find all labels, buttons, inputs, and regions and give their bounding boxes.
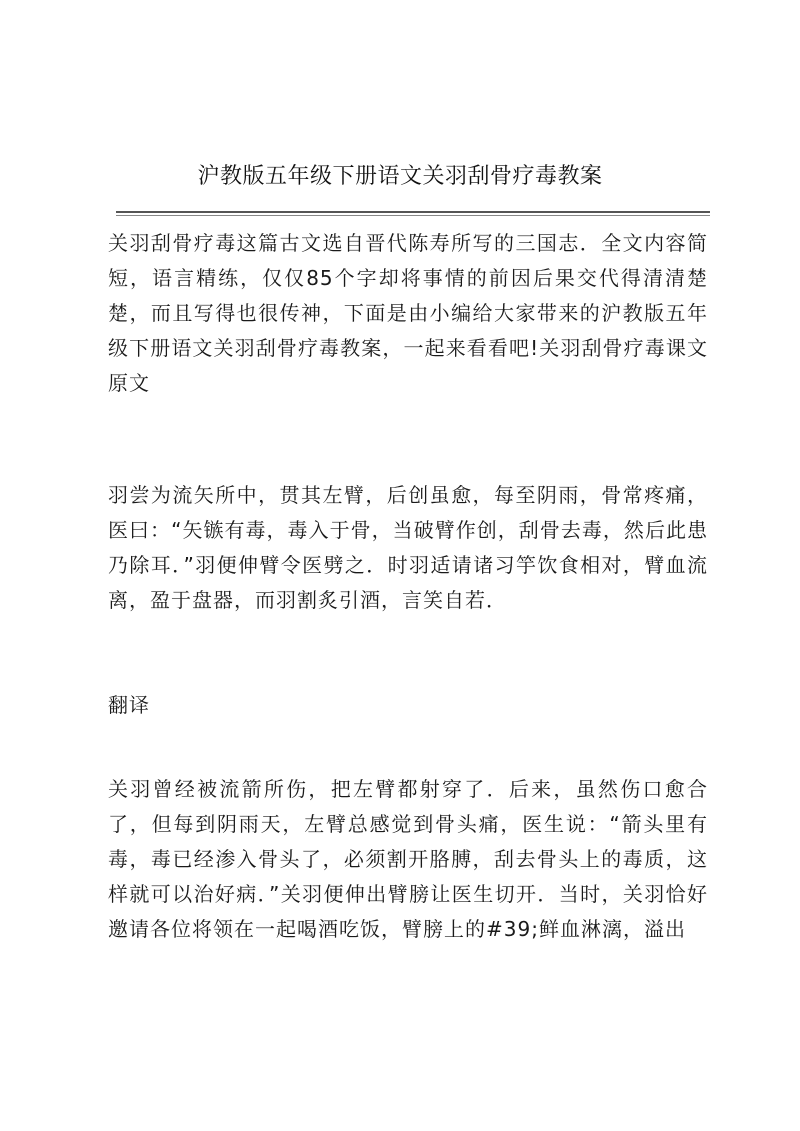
title-divider-thin: [116, 215, 710, 216]
title-divider: [116, 211, 710, 213]
translation-heading: 翻译: [108, 693, 150, 717]
intro-paragraph: 关羽刮骨疗毒这篇古文选自晋代陈寿所写的三国志．全文内容简短，语言精练，仅仅85个字却将事情的前因后果交代得清清楚楚，而且写得也很传神，下面是由小编给大家带来的沪教版五年级下册语文关羽刮骨疗毒教案，一起来看看吧!关羽刮骨疗毒课文原文: [108, 231, 708, 395]
document-title: 沪教版五年级下册语文关羽刮骨疗毒教案: [197, 164, 603, 189]
translation-paragraph: 关羽曾经被流箭所伤，把左臂都射穿了．后来，虽然伤口愈合了，但每到阴雨天，左臂总感觉到骨头痛，医生说：“箭头里有毒，毒已经渗入骨头了，必须割开胳膊，刮去骨头上的毒质，这样就可以治好病．”关羽便伸出臂膀让医生切开．当时，关羽恰好邀请各位将领在一起喝酒吃饭，臂膀上的#39;鲜血淋漓，溢出: [108, 777, 708, 941]
original-text-paragraph: 羽尝为流矢所中，贯其左臂，后创虽愈，每至阴雨，骨常疼痛，医曰：“矢镞有毒，毒入于骨，当破臂作创，刮骨去毒，然后此患乃除耳．”羽便伸臂令医劈之．时羽适请诸习竽饮食相对，臂血流离，盈于盘器，而羽割炙引酒，言笑自若．: [108, 483, 708, 612]
